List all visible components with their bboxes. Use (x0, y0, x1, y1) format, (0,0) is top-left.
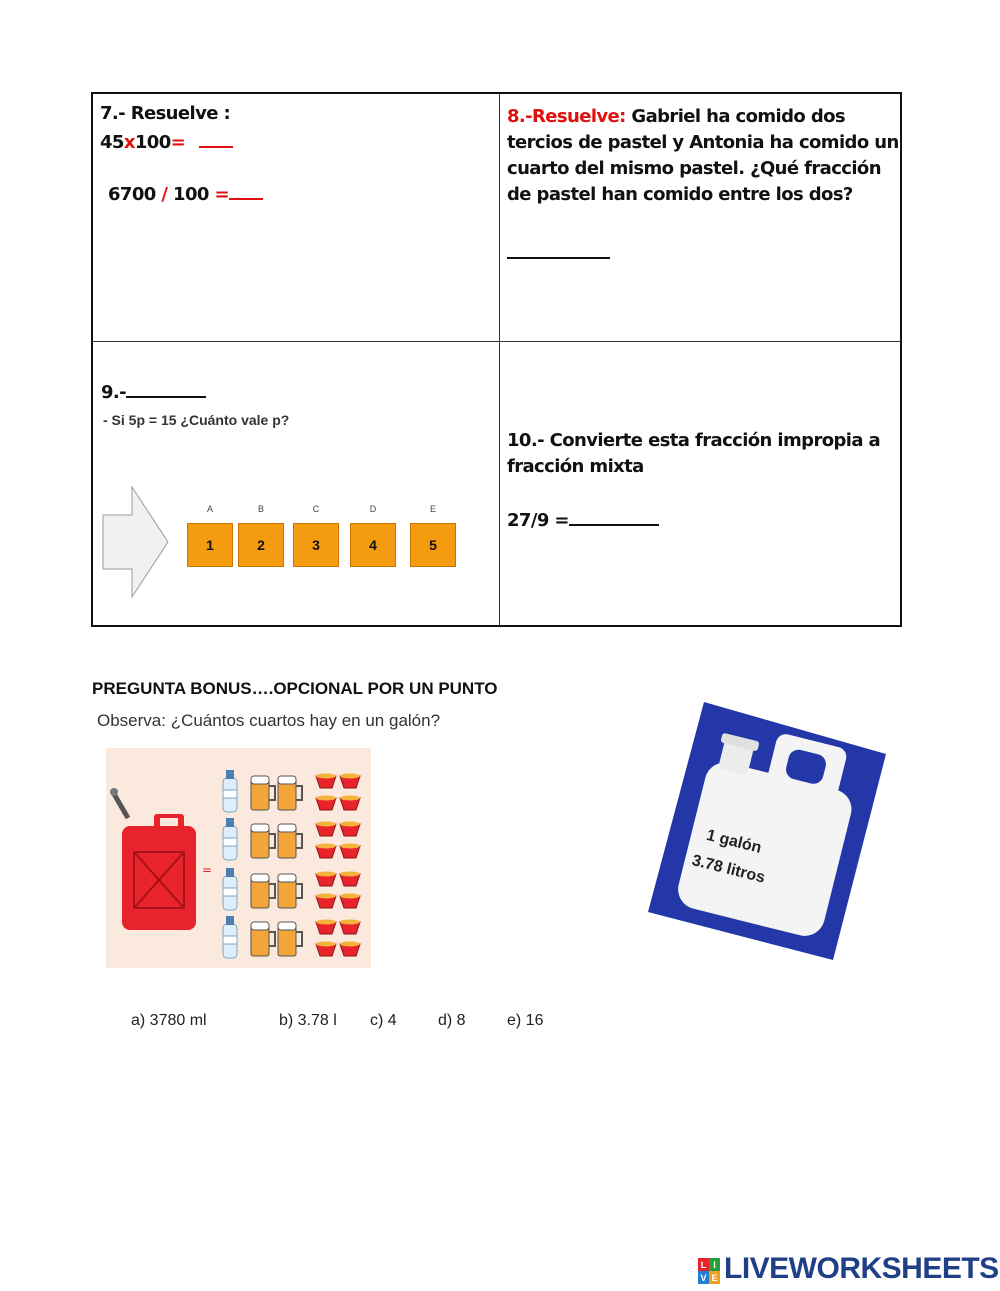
q9-answer-blank[interactable] (126, 378, 206, 398)
q9-option-letter: C (312, 504, 320, 514)
q7-op2-a: 6700 (108, 184, 162, 205)
beer-mug-icon (278, 874, 302, 908)
jug-line-2: 3.78 litros (690, 852, 767, 887)
q9-option-box[interactable]: 2 (238, 523, 284, 567)
cup-icon (340, 894, 360, 909)
bonus-answer-option[interactable]: c) 4 (370, 1012, 397, 1029)
cup-icon (316, 844, 336, 859)
q9-option-box[interactable]: 1 (187, 523, 233, 567)
grid-divider-vertical (499, 94, 500, 625)
bonus-title: PREGUNTA BONUS….OPCIONAL POR UN PUNTO (92, 679, 498, 698)
cup-icon (316, 920, 336, 935)
q9-label-row (101, 378, 206, 403)
q7-answer-2-blank[interactable] (229, 182, 263, 200)
q7-op2-b: 100 (167, 184, 215, 205)
q7-op1-a: 45 (100, 132, 124, 153)
q7-operation-1 (100, 130, 233, 153)
water-bottle-icon (223, 818, 237, 860)
water-bottle-icon (223, 770, 237, 812)
bonus-answer-option[interactable]: d) 8 (438, 1012, 466, 1029)
q7-answer-1-blank[interactable] (199, 130, 233, 148)
gallon-jug-image (648, 702, 888, 960)
bonus-answer-option[interactable]: b) 3.78 l (279, 1012, 337, 1029)
q8-answer-blank[interactable] (507, 257, 610, 259)
q7-op1-sign: x (123, 132, 135, 153)
bonus-answer-option[interactable]: a) 3780 ml (131, 1012, 207, 1029)
q9-question: - Si 5p = 15 ¿Cuánto vale p? (103, 412, 290, 428)
cup-icon (340, 942, 360, 957)
cup-icon (316, 774, 336, 789)
q7-op2-eq: = (214, 184, 229, 205)
cup-icon (340, 920, 360, 935)
beer-mug-icon (251, 874, 275, 908)
q9-option-letter: A (206, 504, 213, 514)
q7-op1-b: 100 (134, 132, 171, 153)
jug-line-1: 1 galón (704, 826, 764, 857)
arrow-right-icon (102, 485, 170, 599)
water-bottle-icon (223, 916, 237, 958)
q9-option-box[interactable]: 4 (350, 523, 396, 567)
q8-text: Gabriel ha comido dos tercios de pastel y Antonia ha comido un cuarto del mismo pastel. ¿Qué fracción de pastel han comido entre los dos? (507, 106, 899, 205)
beer-mug-icon (251, 776, 275, 810)
units-drawing (106, 748, 371, 968)
cup-icon (316, 942, 336, 957)
q10-answer-blank[interactable] (569, 506, 659, 526)
logo-badge-letter: E (709, 1271, 720, 1284)
bonus-question: Observa: ¿Cuántos cuartos hay en un galón? (97, 711, 441, 730)
q9-option-box[interactable]: 3 (293, 523, 339, 567)
units-illustration (106, 748, 371, 968)
water-bottle-icon (223, 868, 237, 910)
q9-option-letter: B (257, 504, 264, 514)
beer-mug-icon (251, 922, 275, 956)
cup-icon (340, 774, 360, 789)
beer-mug-icon (251, 824, 275, 858)
q9-option-box[interactable]: 5 (410, 523, 456, 567)
bonus-answer-option[interactable]: e) 16 (507, 1012, 544, 1029)
cup-icon (340, 796, 360, 811)
svg-text:=: = (202, 863, 213, 877)
logo-badge-letter: L (698, 1258, 709, 1271)
q8-block (507, 104, 899, 208)
cup-icon (316, 894, 336, 909)
beer-mug-icon (278, 776, 302, 810)
q9-label: 9.- (101, 382, 127, 403)
q10-fraction: 27/9 = (507, 510, 569, 531)
q7-operation-2 (108, 182, 263, 205)
q7-title: 7.- Resuelve : (100, 103, 231, 124)
liveworksheets-logo: LIVEWORKSHEETS (724, 1252, 999, 1285)
q9-option-letter: D (369, 504, 377, 514)
q7-op1-eq: = (170, 132, 186, 153)
cup-icon (316, 872, 336, 887)
q9-option-letter: E (429, 504, 436, 514)
cup-icon (316, 796, 336, 811)
cup-icon (340, 822, 360, 837)
q8-label: 8.-Resuelve: (507, 106, 626, 127)
q7-op2-sign: / (161, 184, 168, 205)
cup-icon (340, 844, 360, 859)
logo-badge-letter: V (698, 1271, 709, 1284)
beer-mug-icon (278, 922, 302, 956)
gallon-jug-icon (648, 702, 888, 960)
q10-text: 10.- Convierte esta fracción impropia a fracción mixta (507, 430, 881, 477)
logo-badge-letter: I (709, 1258, 720, 1271)
cup-icon (316, 822, 336, 837)
q10-fraction-row (507, 506, 659, 531)
beer-mug-icon (278, 824, 302, 858)
cup-icon (340, 872, 360, 887)
grid-divider-horizontal (93, 341, 900, 342)
liveworksheets-logo-icon (698, 1258, 720, 1284)
